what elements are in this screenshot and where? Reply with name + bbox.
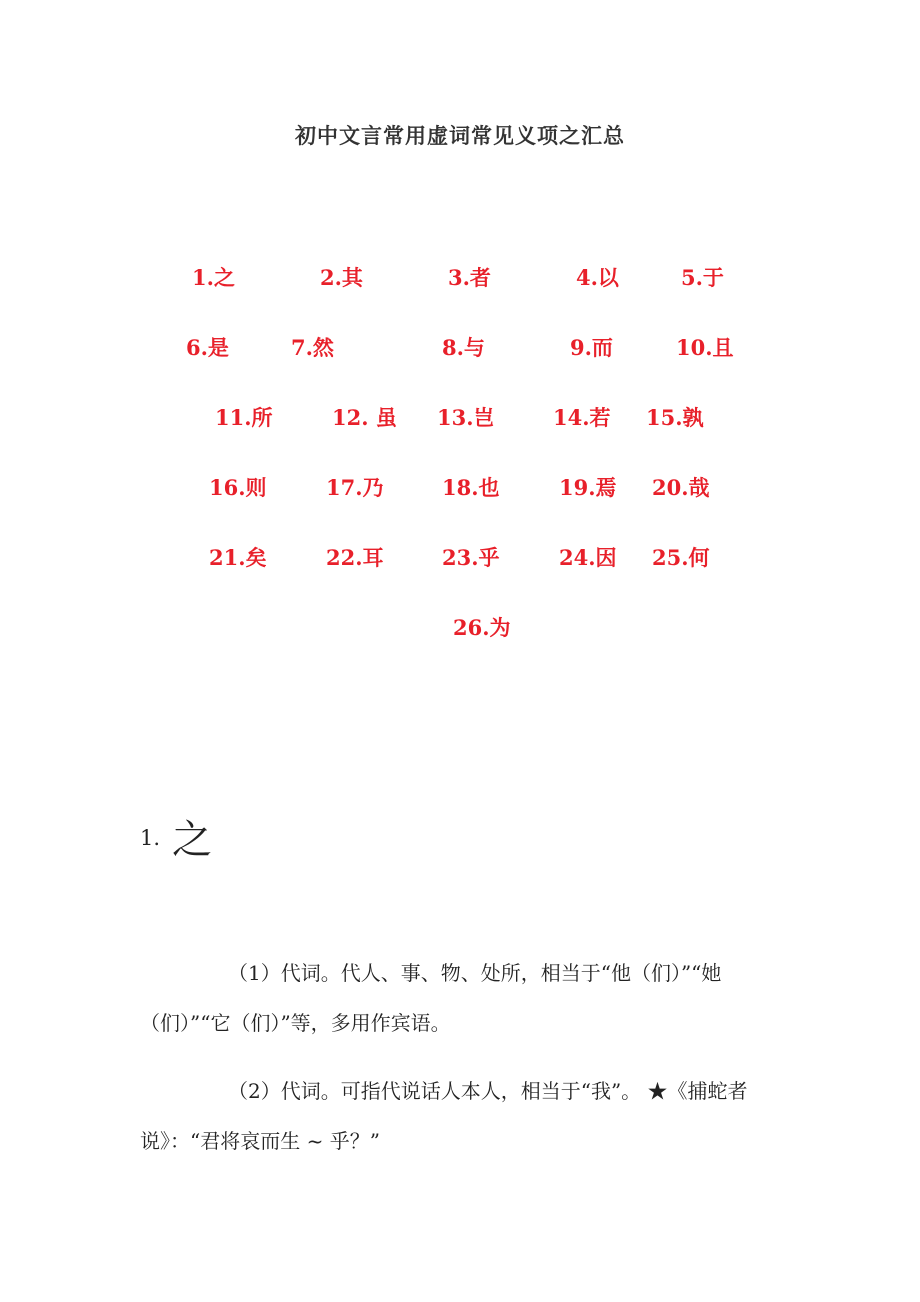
index-item: 11.所 [215,405,273,430]
index-item: 24.因 [559,545,617,570]
index-item: 3.者 [448,265,491,290]
index-item: 18.也 [442,475,500,500]
index-item: 9.而 [570,335,613,360]
index-item: 5.于 [681,265,724,290]
index-item: 25.何 [652,545,710,570]
paragraph-2: （2）代词。可指代说话人本人，相当于“我”。 ★《捕蛇者说》：“君将哀而生 ~ 乎？” [140,1079,748,1153]
index-item: 19.焉 [559,475,617,500]
index-item: 7.然 [291,335,334,360]
section-number: 1. [140,826,161,850]
page-title: 初中文言常用虚词常见义项之汇总 [295,123,625,148]
index-item: 4.以 [576,265,619,290]
index-item: 12. 虽 [332,405,397,430]
index-item: 8.与 [442,335,485,360]
index-item: 1.之 [192,265,235,290]
index-item: 21.矣 [209,545,267,570]
index-item: 17.乃 [326,475,384,500]
index-item: 15.孰 [646,405,704,430]
index-item: 26.为 [453,615,511,640]
index-item: 16.则 [209,475,267,500]
paragraph-1: （1）代词。代人、事、物、处所，相当于“他（们）”“她（们）”“它（们）”等，多用作宾语。 [140,961,722,1035]
index-item: 6.是 [186,335,229,360]
index-item: 20.哉 [652,475,710,500]
index-item: 2.其 [320,265,363,290]
section-char: 之 [172,817,212,863]
index-item: 22.耳 [326,545,384,570]
index-item: 13.岂 [437,405,495,430]
index-item: 14.若 [553,405,611,430]
index-item: 10.且 [676,335,734,360]
index-item: 23.乎 [442,545,500,570]
